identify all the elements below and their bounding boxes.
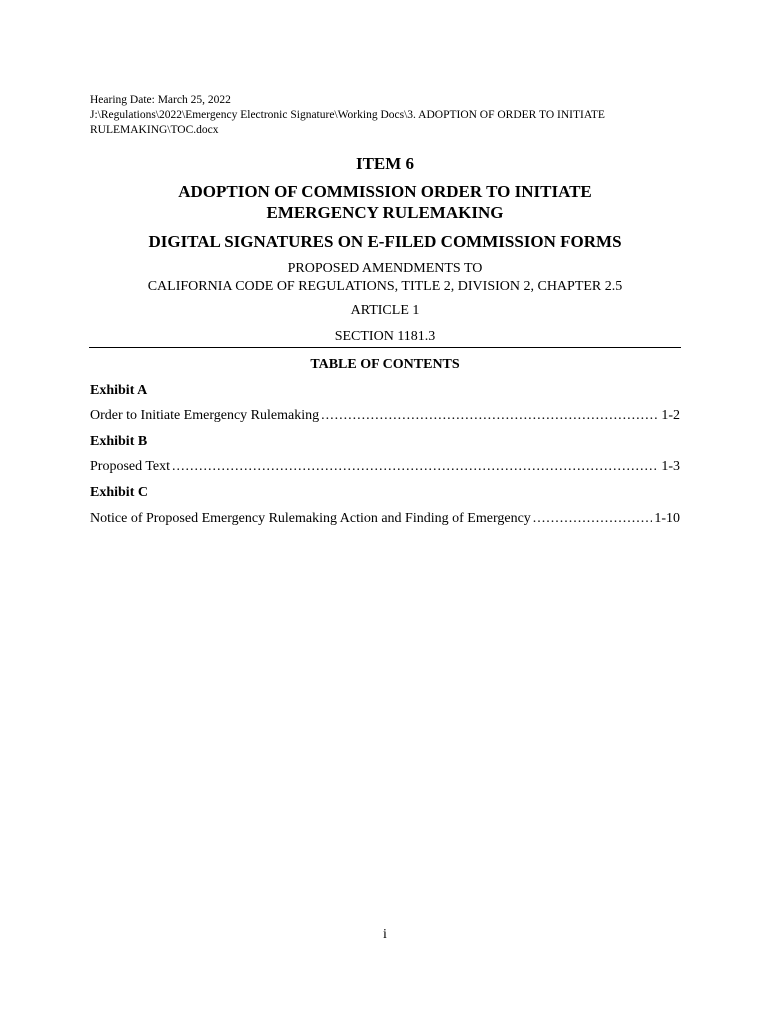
adoption-heading [90, 181, 680, 223]
proposed-line-1: PROPOSED AMENDMENTS TO [287, 261, 483, 276]
proposed-line-2: CALIFORNIA CODE OF REGULATIONS, TITLE 2, DIVISION 2, CHAPTER 2.5 [147, 279, 623, 294]
exhibit-c-label: Exhibit C [90, 485, 148, 500]
subject-heading: DIGITAL SIGNATURES ON E-FILED COMMISSION FORMS [148, 232, 622, 251]
section-label: SECTION 1181.3 [334, 329, 436, 344]
toc-entry-title: Proposed Text [90, 459, 171, 474]
toc-entry-exhibit-b[interactable] [90, 459, 680, 475]
toc-entry-title: Notice of Proposed Emergency Rulemaking Action and Finding of Emergency [90, 511, 531, 526]
dot-leader [172, 459, 659, 475]
adoption-heading-line-2: EMERGENCY RULEMAKING [266, 203, 504, 222]
toc-heading: TABLE OF CONTENTS [310, 357, 460, 372]
page-number: i [383, 927, 387, 942]
adoption-heading-line-1: ADOPTION OF COMMISSION ORDER TO INITIATE [178, 182, 592, 201]
dot-leader [533, 511, 653, 527]
document-header [90, 93, 690, 138]
item-title: ITEM 6 [355, 154, 415, 173]
exhibit-b-label: Exhibit B [90, 434, 148, 449]
proposed-amendments [90, 260, 680, 296]
article-label: ARTICLE 1 [350, 303, 420, 318]
toc-entry-page: 1-10 [654, 511, 680, 526]
horizontal-rule [89, 347, 681, 348]
toc-entry-exhibit-a[interactable] [90, 408, 680, 424]
exhibit-a-label: Exhibit A [90, 383, 148, 398]
toc-entry-page: 1-2 [661, 408, 680, 423]
dot-leader [321, 408, 659, 424]
hearing-date: Hearing Date: March 25, 2022 [90, 94, 231, 106]
file-path-line-1: J:\Regulations\2022\Emergency Electronic Signature\Working Docs\3. ADOPTION OF ORDER TO INITIATE [90, 109, 605, 121]
toc-entry-page: 1-3 [661, 459, 680, 474]
file-path-line-2: RULEMAKING\TOC.docx [90, 124, 219, 136]
toc-entry-title: Order to Initiate Emergency Rulemaking [90, 408, 320, 423]
toc-entry-exhibit-c[interactable] [90, 511, 680, 527]
